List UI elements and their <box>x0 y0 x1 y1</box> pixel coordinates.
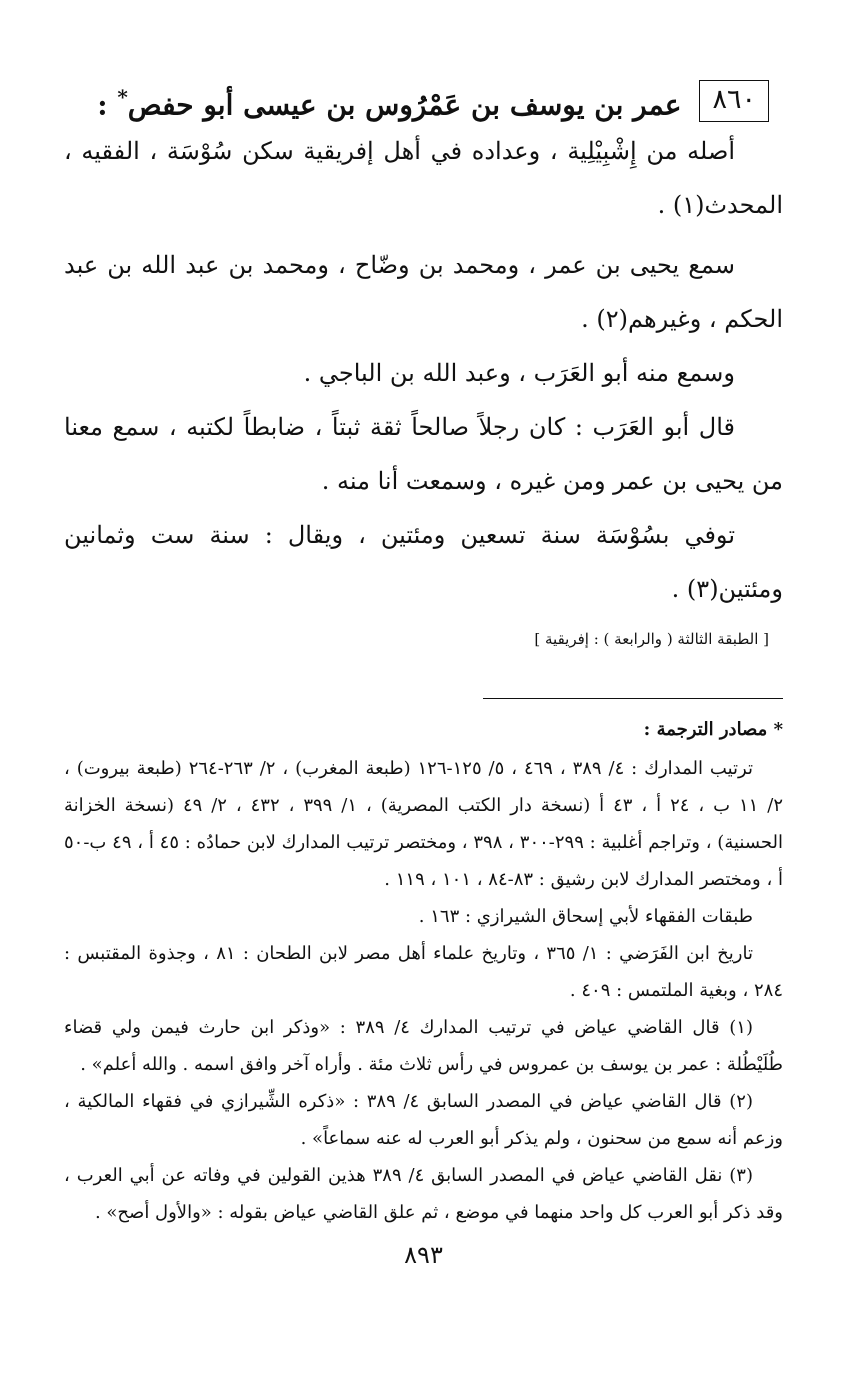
classification-note: [ الطبقة الثالثة ( والرابعة ) : إفريقية ] <box>534 630 769 649</box>
entry-header <box>64 78 769 124</box>
notes-section <box>64 711 783 1231</box>
page-number: ٨٩٣ <box>404 1241 443 1270</box>
source-entry: ترتيب المدارك : ٤/ ٣٨٩ ، ٤٦٩ ، ٥/ ١٢٥-١٢٦ (طبعة المغرب) ، ٢/ ٢٦٣-٢٦٤ (طبعة بيروت) ، ٢/ ١١ ب ، ٢٤ أ ، ٤٣ أ (نسخة دار الكتب المصرية) ، ١/ ٣٩٩ ، ٤٣٢ ، ٢/ ٤٩ (نسخة الخزانة الحسنية) ، وتراجم أغلبية : ٢٩٩-٣٠٠ ، ٣٩٨ ، ومختصر ترتيب المدارك لابن حمادُه : ٤٥ أ ، ٤٩ ب-٥٠ أ ، ومختصر المدارك لابن رشيق : ٨٣-٨٤ ، ١٠١ ، ١١٩ . <box>64 758 783 891</box>
sources-heading: * مصادر الترجمة : <box>643 719 783 741</box>
entry-body <box>64 124 783 616</box>
footnote-1: (١) قال القاضي عياض في ترتيب المدارك ٤/ ٣٨٩ : «وذكر ابن حارث فيمن ولي قضاء طُلَيْطُلة : عمر بن يوسف بن عمروس في رأس ثلاث مئة . وأراه آخر وافق اسمه . والله أعلم» . <box>64 1017 783 1076</box>
paragraph-students: وسمع منه أبو العَرَب ، وعبد الله بن الباجي . <box>303 359 735 388</box>
source-entry: تاريخ ابن الفَرَضي : ١/ ٣٦٥ ، وتاريخ علماء أهل مصر لابن الطحان : ٨١ ، وجذوة المقتبس : ٢٨٤ ، وبغية الملتمس : ٤٠٩ . <box>64 943 783 1002</box>
entry-title <box>97 78 681 124</box>
source-marker: * <box>117 85 128 109</box>
entry-number: ٨٦٠ <box>699 80 769 122</box>
footnote-2: (٢) قال القاضي عياض في المصدر السابق ٤/ ٣٨٩ : «ذكره الشِّيرازي في فقهاء المالكية ، وزعم أنه سمع من سحنون ، ولم يذكر أبو العرب له عنه سماعاً» . <box>64 1091 783 1150</box>
footnote-3: (٣) نقل القاضي عياض في المصدر السابق ٤/ ٣٨٩ هذين القولين في وفاته عن أبي العرب ، وقد ذكر أبو العرب كل واحد منهما في موضع ، ثم علق القاضي عياض بقوله : «والأول أصح» . <box>64 1165 783 1224</box>
paragraph-praise: قال أبو العَرَب : كان رجلاً صالحاً ثقة ثبتاً ، ضابطاً لكتبه ، سمع معنا من يحيى بن عمر ومن غيره ، وسمعت أنا منه . <box>64 413 783 496</box>
paragraph-death: توفي بسُوْسَة سنة تسعين ومئتين ، ويقال : سنة ست وثمانين ومئتين(٣) . <box>64 521 783 604</box>
entry-title-text: عمر بن يوسف بن عَمْرُوس بن عيسى أبو حفص <box>127 88 682 122</box>
footnote-divider <box>483 698 783 699</box>
paragraph-origin: أصله من إِشْبِيْلِية ، وعداده في أهل إفريقية سكن سُوْسَة ، الفقيه ، المحدث(١) . <box>64 137 783 220</box>
title-colon: : <box>97 88 108 122</box>
paragraph-teachers: سمع يحيى بن عمر ، ومحمد بن وضّاح ، ومحمد بن عبد الله بن عبد الحكم ، وغيرهم(٢) . <box>64 251 783 334</box>
source-entry: طبقات الفقهاء لأبي إسحاق الشيرازي : ١٦٣ . <box>418 906 753 928</box>
